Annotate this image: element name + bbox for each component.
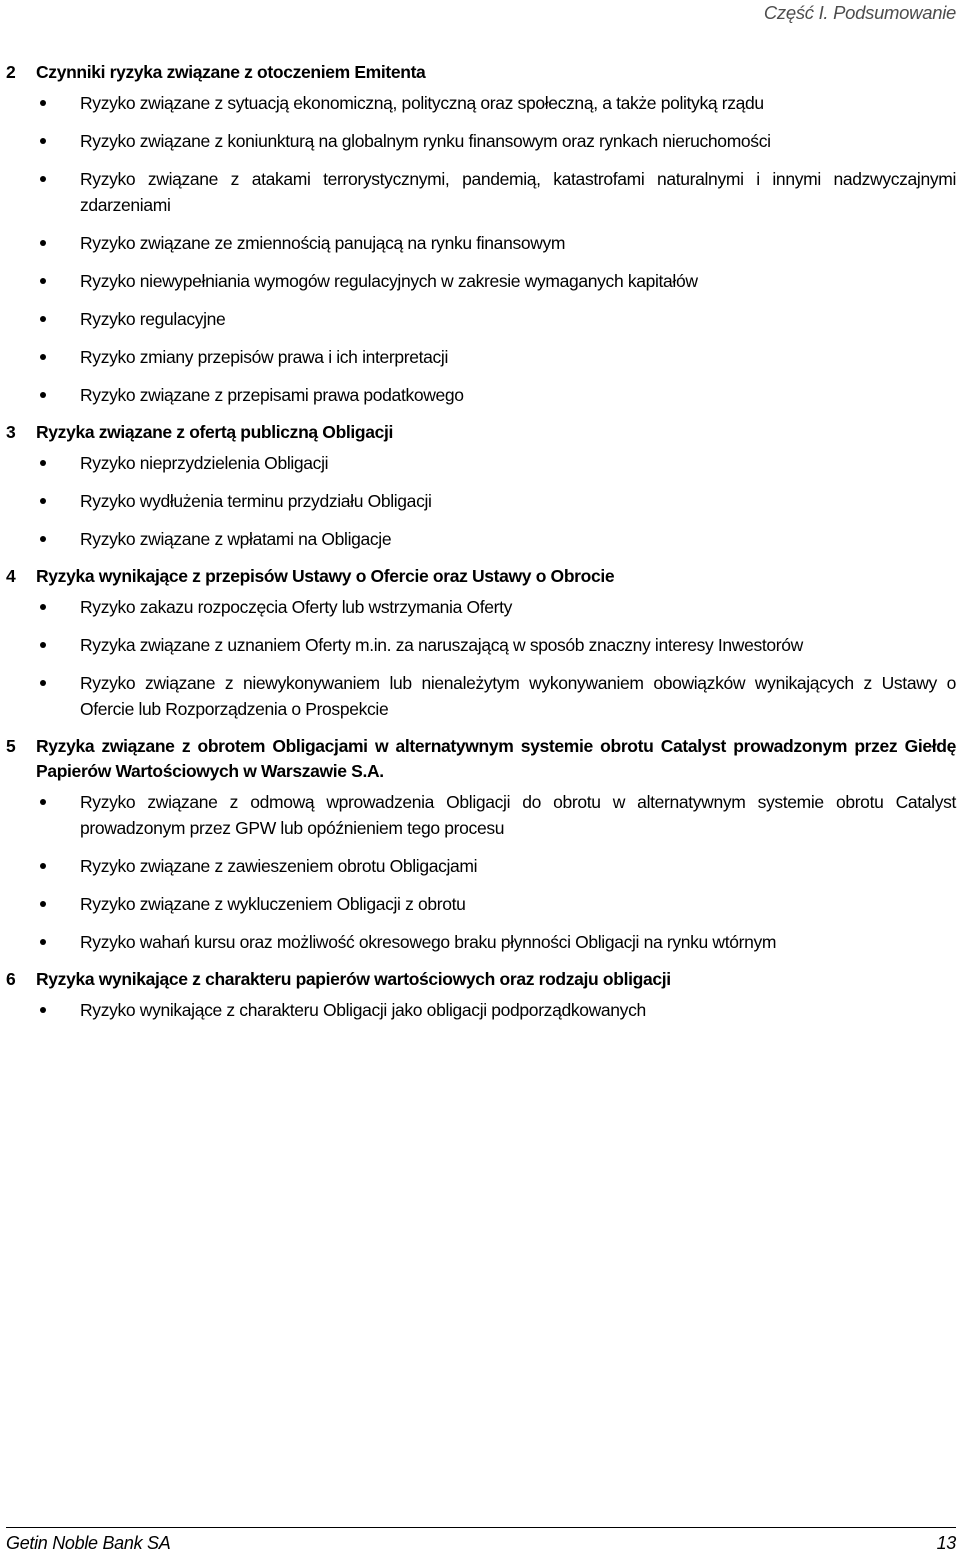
- list-item: [6, 382, 956, 408]
- list-item: [6, 230, 956, 256]
- list-item: [6, 853, 956, 879]
- bullet-icon: [40, 278, 46, 284]
- list-item-text: Ryzyko regulacyjne: [80, 309, 226, 329]
- list-item: [6, 488, 956, 514]
- bullet-icon: [40, 138, 46, 144]
- list-item: [6, 128, 956, 154]
- bullet-icon: [40, 642, 46, 648]
- section-title: Ryzyka związane z obrotem Obligacjami w alternatywnym systemie obrotu Catalyst prowadzonym przez Giełdę Papierów Wartościowych w Warszawie S.A.: [36, 736, 956, 781]
- risk-factors-content: [6, 60, 956, 1035]
- risk-list: [6, 90, 956, 408]
- section-title: Czynniki ryzyka związane z otoczeniem Emitenta: [36, 62, 426, 82]
- list-item: [6, 526, 956, 552]
- list-item-text: Ryzyko związane z wykluczeniem Obligacji z obrotu: [80, 894, 466, 914]
- risk-list: [6, 594, 956, 722]
- list-item: [6, 891, 956, 917]
- bullet-icon: [40, 680, 46, 686]
- section-title: Ryzyka wynikające z przepisów Ustawy o Ofercie oraz Ustawy o Obrocie: [36, 566, 615, 586]
- bullet-icon: [40, 604, 46, 610]
- bullet-icon: [40, 901, 46, 907]
- list-item-text: Ryzyka związane z uznaniem Oferty m.in. za naruszającą w sposób znaczny interesy Inwestorów: [80, 635, 803, 655]
- section-4: [6, 564, 956, 722]
- list-item: [6, 90, 956, 116]
- risk-list: [6, 450, 956, 552]
- risk-list: [6, 997, 956, 1023]
- section-6: [6, 967, 956, 1023]
- list-item-text: Ryzyko związane z wpłatami na Obligacje: [80, 529, 392, 549]
- section-heading: [6, 60, 956, 85]
- risk-list: [6, 789, 956, 955]
- footer-company: Getin Noble Bank SA: [6, 1533, 171, 1553]
- list-item-text: Ryzyko związane z sytuacją ekonomiczną, polityczną oraz społeczną, a także polityką rządu: [80, 93, 764, 113]
- section-number: 6: [6, 969, 16, 989]
- bullet-icon: [40, 863, 46, 869]
- section-2: [6, 60, 956, 408]
- list-item-text: Ryzyko wydłużenia terminu przydziału Obligacji: [80, 491, 432, 511]
- list-item: [6, 344, 956, 370]
- list-item-text: Ryzyko związane z zawieszeniem obrotu Obligacjami: [80, 856, 478, 876]
- list-item-text: Ryzyko związane z atakami terrorystycznymi, pandemią, katastrofami naturalnymi i innymi nadzwyczajnymi zdarzeniami: [80, 169, 956, 215]
- bullet-icon: [40, 316, 46, 322]
- list-item: [6, 670, 956, 722]
- list-item: [6, 166, 956, 218]
- running-header: Część I. Podsumowanie: [763, 2, 956, 23]
- bullet-icon: [40, 354, 46, 360]
- section-number: 4: [6, 566, 16, 586]
- bullet-icon: [40, 100, 46, 106]
- bullet-icon: [40, 799, 46, 805]
- list-item-text: Ryzyko związane z przepisami prawa podatkowego: [80, 385, 464, 405]
- bullet-icon: [40, 536, 46, 542]
- list-item: [6, 450, 956, 476]
- list-item-text: Ryzyko niewypełniania wymogów regulacyjnych w zakresie wymaganych kapitałów: [80, 271, 698, 291]
- list-item-text: Ryzyko związane z koniunkturą na globalnym rynku finansowym oraz rynkach nieruchomości: [80, 131, 771, 151]
- bullet-icon: [40, 392, 46, 398]
- page-number: 13: [936, 1533, 956, 1553]
- list-item-text: Ryzyko związane ze zmiennością panującą na rynku finansowym: [80, 233, 566, 253]
- bullet-icon: [40, 1007, 46, 1013]
- page-footer: [6, 1527, 956, 1554]
- list-item: [6, 929, 956, 955]
- section-heading: [6, 734, 956, 784]
- list-item: [6, 268, 956, 294]
- list-item-text: Ryzyko nieprzydzielenia Obligacji: [80, 453, 329, 473]
- bullet-icon: [40, 176, 46, 182]
- list-item: [6, 306, 956, 332]
- list-item-text: Ryzyko wynikające z charakteru Obligacji jako obligacji podporządkowanych: [80, 1000, 646, 1020]
- section-5: [6, 734, 956, 955]
- bullet-icon: [40, 460, 46, 466]
- list-item-text: Ryzyko zakazu rozpoczęcia Oferty lub wstrzymania Oferty: [80, 597, 513, 617]
- list-item-text: Ryzyko zmiany przepisów prawa i ich interpretacji: [80, 347, 448, 367]
- list-item-text: Ryzyko związane z odmową wprowadzenia Obligacji do obrotu w alternatywnym systemie obrotu Catalyst prowadzonym przez GPW lub opóźnieniem tego procesu: [80, 792, 956, 838]
- list-item: [6, 632, 956, 658]
- bullet-icon: [40, 498, 46, 504]
- list-item-text: Ryzyko wahań kursu oraz możliwość okresowego braku płynności Obligacji na rynku wtórnym: [80, 932, 777, 952]
- list-item: [6, 789, 956, 841]
- section-heading: [6, 967, 956, 992]
- section-title: Ryzyka związane z ofertą publiczną Obligacji: [36, 422, 394, 442]
- bullet-icon: [40, 240, 46, 246]
- list-item-text: Ryzyko związane z niewykonywaniem lub nienależytym wykonywaniem obowiązków wynikających z Ustawy o Ofercie lub Rozporządzenia o Prospekcie: [80, 673, 956, 719]
- section-3: [6, 420, 956, 552]
- list-item: [6, 997, 956, 1023]
- section-heading: [6, 564, 956, 589]
- bullet-icon: [40, 939, 46, 945]
- section-number: 5: [6, 736, 16, 756]
- section-number: 3: [6, 422, 16, 442]
- section-title: Ryzyka wynikające z charakteru papierów wartościowych oraz rodzaju obligacji: [36, 969, 671, 989]
- section-heading: [6, 420, 956, 445]
- list-item: [6, 594, 956, 620]
- section-number: 2: [6, 62, 16, 82]
